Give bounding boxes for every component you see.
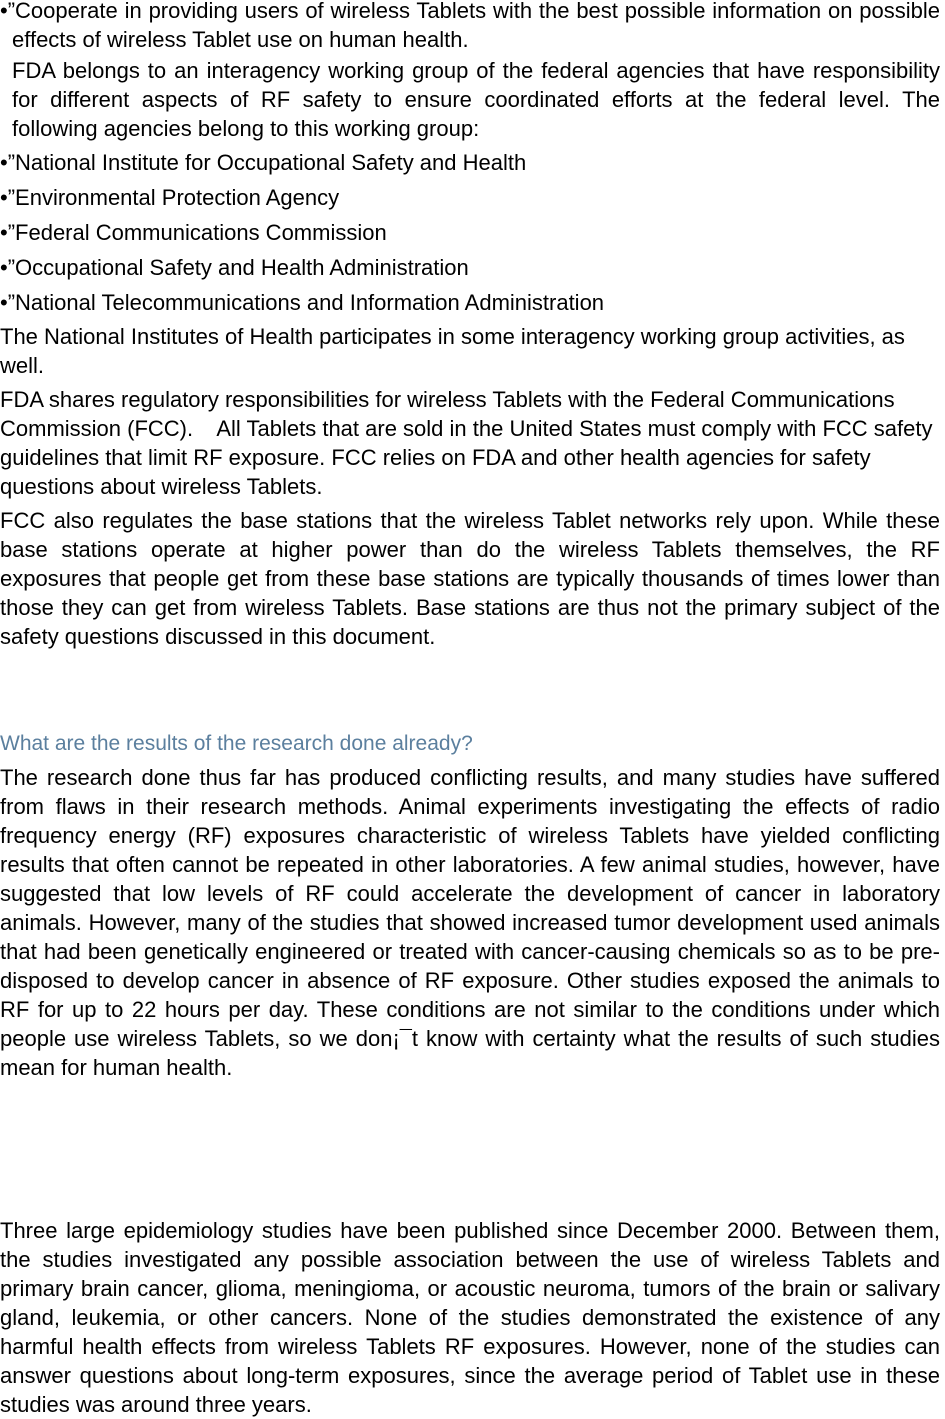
intro-bullet: •”Cooperate in providing users of wireless Tablets with the best possible information on possible effects of wireless Tablet use on human health. [0,0,940,52]
agency-list-item: •”Environmental Protection Agency [0,185,340,210]
nih-note: The National Institutes of Health participates in some interagency working group activities, as well. [0,324,905,378]
fcc-paragraph-1: FDA shares regulatory responsibilities for wireless Tablets with the Federal Communications Commission (FCC). All Tablets that are sold in the United States must comply with FCC safety guidelines that limit RF exposure. FCC relies on FDA and other health agencies for safety questions about wireless Tablets. [0,387,939,499]
working-group-intro: FDA belongs to an interagency working group of the federal agencies that have responsibility for different aspects of RF safety to ensure coordinated efforts at the federal level. The following agencies belong to this working group: [12,58,940,141]
research-paragraph: The research done thus far has produced conflicting results, and many studies have suffered from flaws in their research methods. Animal experiments investigating the effects of radio frequency energy (RF) exposures characteristic of wireless Tablets have yielded conflicting results that often cannot be repeated in other laboratories. A few animal studies, however, have suggested that low levels of RF could accelerate the development of cancer in laboratory animals. However, many of the studies that showed increased tumor development used animals that had been genetically engineered or treated with cancer-causing chemicals so as to be pre-disposed to develop cancer in absence of RF exposure. Other studies exposed the animals to RF for up to 22 hours per day. These conditions are not similar to the conditions under which people use wireless Tablets, so we don¡¯t know with certainty what the results of such studies mean for human health. [0,765,940,1080]
agency-list-item: •”National Telecommunications and Information Administration [0,290,605,315]
agency-list-item: •”Federal Communications Commission [0,220,387,245]
agency-list-item: •”National Institute for Occupational Safety and Health [0,150,527,175]
agency-list [0,148,940,323]
agency-list-item: •”Occupational Safety and Health Administration [0,255,469,280]
epidemiology-paragraph: Three large epidemiology studies have been published since December 2000. Between them, the studies investigated any possible association between the use of wireless Tablets and primary brain cancer, glioma, meningioma, or acoustic neuroma, tumors of the brain or salivary gland, leukemia, or other cancers. None of the studies demonstrated the existence of any harmful health effects from wireless Tablets RF exposures. However, none of the studies can answer questions about long-term exposures, since the average period of Tablet use in these studies was around three years. [0,1218,940,1417]
section-heading: What are the results of the research done already? [0,732,473,755]
fcc-paragraph-2: FCC also regulates the base stations that the wireless Tablet networks rely upon. While these base stations operate at higher power than do the wireless Tablets themselves, the RF exposures that people get from these base stations are typically thousands of times lower than those they can get from wireless Tablets. Base stations are thus not the primary subject of the safety questions discussed in this document. [0,508,940,649]
